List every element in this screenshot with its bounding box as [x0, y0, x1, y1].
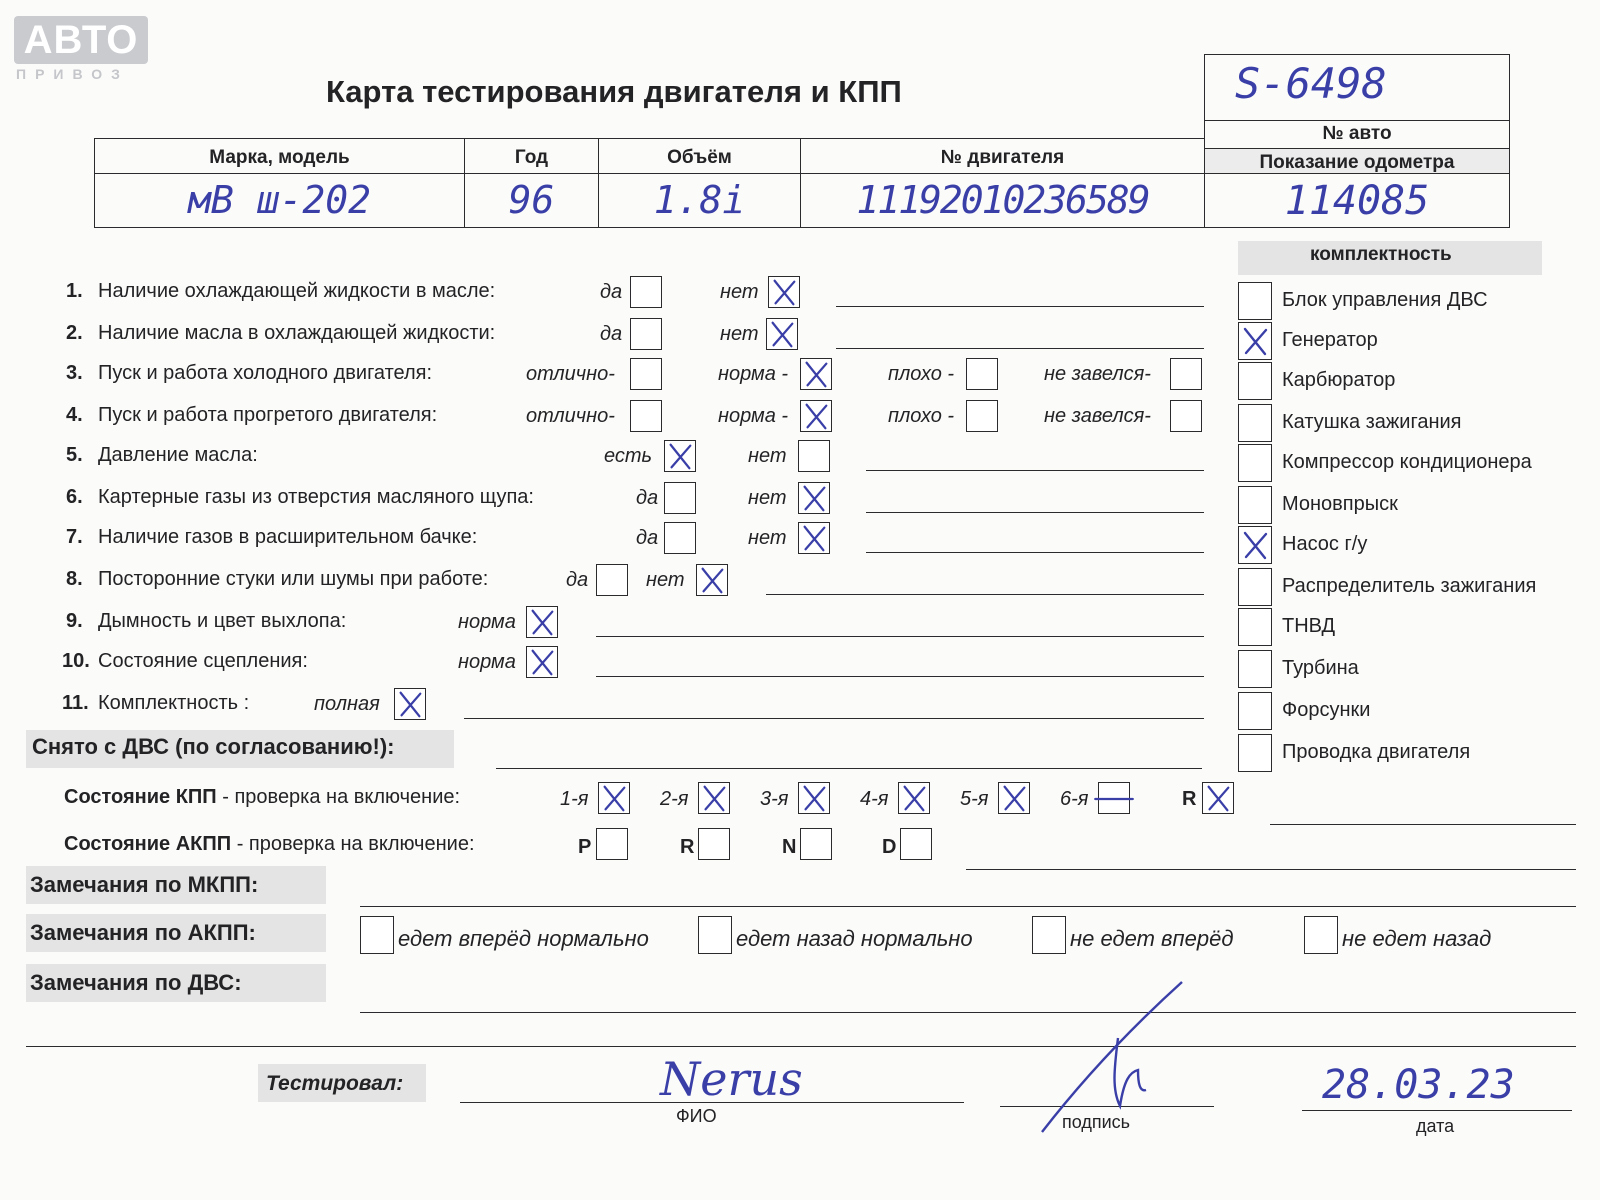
check-10-notes-line[interactable] [596, 676, 1204, 677]
table-value-cell-0[interactable] [94, 174, 464, 228]
check-label-9: Дымность и цвет выхлопа: [98, 610, 347, 632]
removed-line[interactable] [496, 768, 1202, 769]
date-caption: дата [1416, 1116, 1455, 1136]
table-value-cell-4[interactable] [1204, 174, 1510, 228]
completeness-box-6[interactable] [1238, 526, 1272, 564]
check-num-6: 6. [66, 486, 83, 508]
check-11-option-label-0: полная [314, 693, 380, 715]
remarks-dvs-label: Замечания по ДВС: [30, 970, 242, 995]
completeness-box-5[interactable] [1238, 486, 1272, 524]
check-label-6: Картерные газы из отверстия масляного щупа: [98, 486, 534, 508]
signature-caption: подпись [1062, 1112, 1131, 1132]
check-label-11: Комплектность : [98, 692, 250, 714]
kpp-gear-box-2[interactable] [798, 782, 830, 814]
akpp-line[interactable] [966, 869, 1576, 870]
check-2-option-label-1: нет [720, 323, 759, 345]
table-value-0: мВ ш-202 [187, 178, 372, 222]
akpp-remark-box-0[interactable] [360, 916, 394, 954]
kpp-gear-label-1: 2-я [660, 788, 689, 810]
check-label-8: Посторонние стуки или шумы при работе: [98, 568, 489, 590]
tested-label: Тестировал: [266, 1072, 404, 1095]
check-8-option-box-1-mark [697, 565, 727, 595]
completeness-label-1: Генератор [1282, 329, 1378, 351]
akpp-mode-box-3[interactable] [900, 828, 932, 860]
completeness-label-0: Блок управления ДВС [1282, 289, 1488, 311]
table-value-cell-2[interactable] [598, 174, 800, 228]
table-value-1: 96 [508, 178, 555, 222]
check-8-option-label-1: нет [646, 569, 685, 591]
kpp-gear-box-5[interactable] [1098, 782, 1130, 814]
kpp-gear-box-1-mark [699, 783, 729, 813]
check-6-option-box-1-mark [799, 483, 829, 513]
check-7-option-box-1[interactable] [798, 522, 830, 554]
completeness-box-8[interactable] [1238, 608, 1272, 646]
kpp-gear-box-4[interactable] [998, 782, 1030, 814]
completeness-title: комплектность [1310, 244, 1452, 265]
check-2-option-label-0: да [600, 323, 623, 345]
kpp-gear-label-0: 1-я [560, 788, 589, 810]
table-value-cell-3[interactable] [800, 174, 1204, 228]
signature-stroke-2 [1115, 1038, 1147, 1106]
akpp-remark-label-0: едет вперёд нормально [398, 926, 649, 951]
table-header-4: Показание одометра [1204, 148, 1510, 174]
car-number-box[interactable] [1204, 54, 1510, 120]
check-num-5: 5. [66, 444, 83, 466]
car-number-value: S-6498 [1235, 59, 1387, 108]
check-10-option-label-0: норма [458, 651, 516, 673]
check-7-option-box-0[interactable] [664, 522, 696, 554]
kpp-gear-box-0[interactable] [598, 782, 630, 814]
check-num-3: 3. [66, 362, 83, 384]
kpp-line[interactable] [1270, 824, 1576, 825]
check-5-option-label-1: нет [748, 445, 787, 467]
check-3-option-label-2: плохо - [888, 363, 955, 385]
check-1-option-box-1-mark [769, 277, 799, 307]
remarks-dvs-line-1[interactable] [360, 1012, 1576, 1013]
car-number-label: № авто [1204, 120, 1510, 148]
check-num-2: 2. [66, 322, 83, 344]
completeness-label-8: ТНВД [1282, 615, 1336, 637]
check-8-option-box-1[interactable] [696, 564, 728, 596]
check-6-notes-line[interactable] [866, 512, 1204, 513]
table-value-cell-1[interactable] [464, 174, 598, 228]
check-4-option-box-0[interactable] [630, 400, 662, 432]
table-header-3: № двигателя [800, 138, 1204, 174]
check-1-option-box-1[interactable] [768, 276, 800, 308]
check-11-option-box-0[interactable] [394, 688, 426, 720]
completeness-label-10: Форсунки [1282, 699, 1371, 721]
check-8-option-box-0[interactable] [596, 564, 628, 596]
check-5-notes-line[interactable] [866, 470, 1204, 471]
kpp-gear-box-3[interactable] [898, 782, 930, 814]
check-5-option-box-0[interactable] [664, 440, 696, 472]
completeness-box-0[interactable] [1238, 282, 1272, 320]
date-line[interactable] [1302, 1110, 1572, 1111]
completeness-box-1-mark [1239, 323, 1271, 359]
remarks-akpp-label: Замечания по АКПП: [30, 920, 256, 945]
table-value-4: 114085 [1284, 178, 1430, 224]
check-10-option-box-0-mark [527, 647, 557, 677]
completeness-box-7[interactable] [1238, 568, 1272, 606]
akpp-mode-box-2[interactable] [800, 828, 832, 860]
table-header-0: Марка, модель [94, 138, 464, 174]
check-4-option-label-3: не завелся- [1044, 405, 1151, 427]
completeness-label-7: Распределитель зажигания [1282, 575, 1537, 597]
completeness-box-1[interactable] [1238, 322, 1272, 360]
check-4-option-box-1[interactable] [800, 400, 832, 432]
check-1-notes-line[interactable] [836, 306, 1204, 307]
logo-subtitle: ПРИВОЗ [16, 66, 129, 82]
table-header-1: Год [464, 138, 598, 174]
check-2-notes-line[interactable] [836, 348, 1204, 349]
check-1-option-box-0[interactable] [630, 276, 662, 308]
akpp-label: Состояние АКПП - проверка на включение: [64, 833, 475, 855]
completeness-box-9[interactable] [1238, 650, 1272, 688]
check-3-option-label-0: отлично- [526, 363, 615, 385]
check-1-option-label-1: нет [720, 281, 759, 303]
check-num-4: 4. [66, 404, 83, 426]
check-2-option-box-0[interactable] [630, 318, 662, 350]
completeness-box-10[interactable] [1238, 692, 1272, 730]
completeness-box-2[interactable] [1238, 362, 1272, 400]
kpp-gear-label-3: 4-я [860, 788, 889, 810]
check-label-1: Наличие охлаждающей жидкости в масле: [98, 280, 496, 302]
check-8-option-label-0: да [566, 569, 589, 591]
table-value-3: 11192010236589 [856, 178, 1149, 222]
akpp-remark-label-1: едет назад нормально [736, 926, 973, 951]
check-2-option-box-1-mark [767, 319, 797, 349]
akpp-mode-label-3: D [882, 836, 897, 858]
check-9-notes-line[interactable] [596, 636, 1204, 637]
akpp-mode-box-0[interactable] [596, 828, 628, 860]
check-label-4: Пуск и работа прогретого двигателя: [98, 404, 438, 426]
table-header-2: Объём [598, 138, 800, 174]
kpp-gear-box-6[interactable] [1202, 782, 1234, 814]
completeness-label-5: Моновпрыск [1282, 493, 1398, 515]
kpp-gear-box-5-dash [1099, 783, 1129, 813]
check-1-option-label-0: да [600, 281, 623, 303]
signature-stroke-1 [1042, 982, 1182, 1132]
check-3-option-label-3: не завелся- [1044, 363, 1151, 385]
akpp-mode-label-2: N [782, 836, 797, 858]
remarks-mkpp-label: Замечания по МКПП: [30, 872, 259, 897]
akpp-remark-label-3: не едет назад [1342, 926, 1492, 951]
remarks-mkpp-line[interactable] [360, 906, 1576, 907]
check-5-option-box-0-mark [665, 441, 695, 471]
completeness-label-2: Карбюратор [1282, 369, 1396, 391]
completeness-box-3[interactable] [1238, 404, 1272, 442]
check-3-option-box-2[interactable] [966, 358, 998, 390]
check-3-option-box-1-mark [801, 359, 831, 389]
completeness-label-11: Проводка двигателя [1282, 741, 1471, 763]
check-6-option-label-0: да [636, 487, 659, 509]
check-10-option-box-0[interactable] [526, 646, 558, 678]
check-11-notes-line[interactable] [464, 718, 1204, 719]
kpp-gear-label-2: 3-я [760, 788, 789, 810]
removed-label: Снято с ДВС (по согласованию!): [32, 734, 395, 759]
check-2-option-box-1[interactable] [766, 318, 798, 350]
check-num-10: 10. [62, 650, 90, 672]
check-4-option-box-2[interactable] [966, 400, 998, 432]
check-9-option-box-0-mark [527, 607, 557, 637]
check-8-notes-line[interactable] [766, 594, 1204, 595]
check-4-option-label-2: плохо - [888, 405, 955, 427]
check-label-5: Давление масла: [98, 444, 258, 466]
check-4-option-label-1: норма - [718, 405, 789, 427]
check-num-11: 11. [62, 692, 89, 714]
check-5-option-box-1[interactable] [798, 440, 830, 472]
check-label-2: Наличие масла в охлаждающей жидкости: [98, 322, 496, 344]
remarks-dvs-line-2[interactable] [26, 1046, 1576, 1047]
check-num-1: 1. [66, 280, 83, 302]
check-4-option-box-1-mark [801, 401, 831, 431]
kpp-gear-box-6-mark [1203, 783, 1233, 813]
check-3-option-box-0[interactable] [630, 358, 662, 390]
completeness-box-4[interactable] [1238, 444, 1272, 482]
table-value-2: 1.8i [653, 178, 746, 222]
check-num-8: 8. [66, 568, 83, 590]
check-4-option-label-0: отлично- [526, 405, 615, 427]
akpp-mode-label-1: R [680, 836, 695, 858]
check-label-7: Наличие газов в расширительном бачке: [98, 526, 478, 548]
akpp-remark-label-2: не едет вперёд [1070, 926, 1234, 951]
kpp-gear-box-3-mark [899, 783, 929, 813]
check-7-option-label-0: да [636, 527, 659, 549]
completeness-label-4: Компрессор кондиционера [1282, 451, 1532, 473]
completeness-label-3: Катушка зажигания [1282, 411, 1462, 433]
check-7-option-box-1-mark [799, 523, 829, 553]
kpp-gear-box-2-mark [799, 783, 829, 813]
check-3-option-label-1: норма - [718, 363, 789, 385]
check-7-option-label-1: нет [748, 527, 787, 549]
akpp-remark-box-2[interactable] [1032, 916, 1066, 954]
page-title: Карта тестирования двигателя и КПП [326, 74, 902, 109]
kpp-gear-label-4: 5-я [960, 788, 989, 810]
check-num-9: 9. [66, 610, 83, 632]
check-3-option-box-3[interactable] [1170, 358, 1202, 390]
avtoprivoz-logo: АВТО [14, 16, 148, 64]
check-9-option-box-0[interactable] [526, 606, 558, 638]
akpp-mode-label-0: P [578, 836, 592, 858]
kpp-gear-box-0-mark [599, 783, 629, 813]
check-3-option-box-1[interactable] [800, 358, 832, 390]
kpp-gear-label-5: 6-я [1060, 788, 1089, 810]
kpp-gear-box-4-mark [999, 783, 1029, 813]
check-num-7: 7. [66, 526, 83, 548]
completeness-label-9: Турбина [1282, 657, 1359, 679]
check-9-option-label-0: норма [458, 611, 516, 633]
completeness-box-11[interactable] [1238, 734, 1272, 772]
date-value: 28.03.23 [1322, 1062, 1515, 1108]
check-5-option-label-0: есть [604, 445, 653, 467]
akpp-mode-box-1[interactable] [698, 828, 730, 860]
completeness-label-6: Насос г/у [1282, 533, 1368, 555]
check-6-option-label-1: нет [748, 487, 787, 509]
fio-caption: ФИО [676, 1106, 717, 1126]
akpp-remark-box-3[interactable] [1304, 916, 1338, 954]
check-6-option-box-0[interactable] [664, 482, 696, 514]
kpp-gear-box-1[interactable] [698, 782, 730, 814]
completeness-box-6-mark [1239, 527, 1271, 563]
check-label-10: Состояние сцепления: [98, 650, 308, 672]
check-6-option-box-1[interactable] [798, 482, 830, 514]
check-label-3: Пуск и работа холодного двигателя: [98, 362, 433, 384]
fio-value: Nerus [660, 1052, 803, 1106]
kpp-label: Состояние КПП - проверка на включение: [64, 786, 461, 808]
akpp-remark-box-1[interactable] [698, 916, 732, 954]
kpp-gear-label-6: R [1182, 788, 1197, 810]
check-11-option-box-0-mark [395, 689, 425, 719]
check-7-notes-line[interactable] [866, 552, 1204, 553]
check-4-option-box-3[interactable] [1170, 400, 1202, 432]
